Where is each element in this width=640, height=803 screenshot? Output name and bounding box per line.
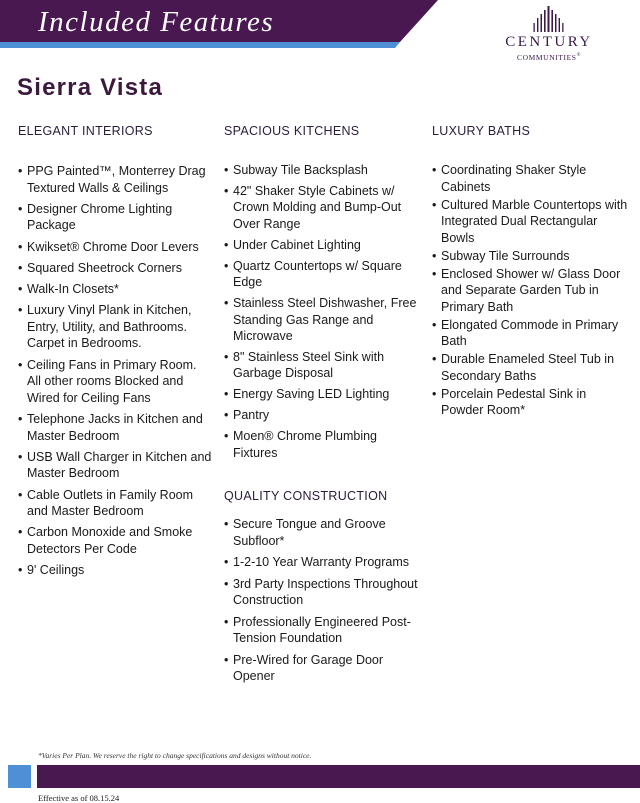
luxury-baths-section <box>432 122 632 420</box>
list-item-text: 8" Stainless Steel Sink with Garbage Disposal <box>233 349 385 381</box>
bullet-icon: • <box>224 258 229 273</box>
list-item-text: Quartz Countertops w/ Square Edge <box>233 258 402 290</box>
feature-list <box>224 516 424 685</box>
list-item <box>18 163 213 196</box>
list-item <box>432 197 632 247</box>
list-item-text: Luxury Vinyl Plank in Kitchen, Entry, Utility, and Bathrooms. Carpet in Bedrooms. <box>27 303 192 351</box>
list-item <box>224 295 424 345</box>
list-item-text: Designer Chrome Lighting Package <box>27 201 173 233</box>
bullet-icon: • <box>18 487 23 502</box>
header-title: Included Features <box>38 6 275 38</box>
list-item-text: Moen® Chrome Plumbing Fixtures <box>233 429 377 460</box>
bullet-icon: • <box>18 201 23 216</box>
section-title: SPACIOUS KITCHENS <box>224 124 360 138</box>
section-title: LUXURY BATHS <box>432 124 531 138</box>
list-item <box>18 239 213 256</box>
bullet-icon: • <box>224 517 229 532</box>
bullet-icon: • <box>432 266 437 281</box>
list-item <box>224 554 424 571</box>
skyline-icon <box>528 4 570 32</box>
list-item-text: 3rd Party Inspections Throughout Construction <box>233 576 418 608</box>
bullet-icon: • <box>432 317 437 332</box>
section-title: QUALITY CONSTRUCTION <box>224 489 388 504</box>
list-item <box>224 349 424 382</box>
list-item-text: Squared Sheetrock Corners <box>27 260 182 275</box>
list-item-text: Coordinating Shaker Style Cabinets <box>441 163 587 194</box>
bullet-icon: • <box>224 296 229 311</box>
bullet-icon: • <box>18 525 23 540</box>
bullet-icon: • <box>18 303 23 318</box>
list-item <box>224 516 424 549</box>
effective-date: Effective as of 08.15.24 <box>38 793 120 803</box>
footer-band <box>37 765 640 788</box>
bullet-icon: • <box>224 237 229 252</box>
list-item-text: 9' Ceilings <box>27 563 85 578</box>
list-item-text: Cultured Marble Countertops with Integrated Dual Rectangular Bowls <box>441 197 628 245</box>
century-communities-logo <box>490 4 608 64</box>
list-item <box>224 162 424 179</box>
bullet-icon: • <box>432 386 437 401</box>
list-item <box>224 576 424 609</box>
list-item <box>432 317 632 350</box>
list-item-text: 42" Shaker Style Cabinets w/ Crown Molding and Bump-Out Over Range <box>233 183 402 231</box>
elegant-interiors-section <box>18 122 213 584</box>
bullet-icon: • <box>224 555 229 570</box>
list-item-text: Ceiling Fans in Primary Room. All other rooms Blocked and Wired for Ceiling Fans <box>27 357 197 405</box>
list-item <box>18 449 213 482</box>
list-item-text: Stainless Steel Dishwasher, Free Standing Gas Range and Microwave <box>233 296 417 344</box>
list-item <box>224 652 424 685</box>
bullet-icon: • <box>18 412 23 427</box>
list-item-text: Energy Saving LED Lighting <box>233 387 390 402</box>
bullet-icon: • <box>18 449 23 464</box>
list-item <box>224 386 424 403</box>
list-item-text: Walk-In Closets* <box>27 282 119 297</box>
list-item <box>224 407 424 424</box>
list-item-text: Kwikset® Chrome Door Levers <box>27 239 199 254</box>
bullet-icon: • <box>432 197 437 212</box>
list-item <box>224 183 424 233</box>
list-item-text: USB Wall Charger in Kitchen and Master Bedroom <box>27 449 212 481</box>
list-item <box>18 524 213 557</box>
list-item-text: Under Cabinet Lighting <box>233 237 361 252</box>
list-item <box>18 260 213 277</box>
list-item <box>224 428 424 461</box>
list-item-text: Cable Outlets in Family Room and Master Bedroom <box>27 487 194 519</box>
bullet-icon: • <box>224 387 229 402</box>
bullet-icon: • <box>224 614 229 629</box>
bullet-icon: • <box>224 349 229 364</box>
list-item-text: 1-2-10 Year Warranty Programs <box>233 555 410 570</box>
list-item-text: Pre-Wired for Garage Door Opener <box>233 652 384 684</box>
bullet-icon: • <box>18 164 23 178</box>
list-item <box>18 201 213 234</box>
list-item <box>18 411 213 444</box>
bullet-icon: • <box>432 352 437 366</box>
list-item <box>432 248 632 265</box>
disclaimer-note: *Varies Per Plan. We reserve the right to change specifications and designs without notice. <box>38 751 312 760</box>
list-item-text: PPG Painted™, Monterrey Drag Textured Walls & Ceilings <box>27 164 206 195</box>
list-item <box>18 357 213 407</box>
bullet-icon: • <box>432 163 437 177</box>
list-item <box>432 386 632 419</box>
list-item-text: Professionally Engineered Post-Tension Foundation <box>233 614 411 646</box>
list-item <box>224 237 424 254</box>
logo-wordmark: CENTURY <box>505 34 593 50</box>
logo-subtitle: COMMUNITIES® <box>517 53 581 62</box>
bullet-icon: • <box>224 576 229 591</box>
list-item <box>18 562 213 579</box>
list-item <box>18 281 213 298</box>
spacious-kitchens-section <box>224 122 424 690</box>
list-item-text: Enclosed Shower w/ Glass Door and Separate Garden Tub in Primary Bath <box>441 266 621 314</box>
list-item <box>224 258 424 291</box>
list-item-text: Secure Tongue and Groove Subfloor* <box>233 517 386 548</box>
list-item <box>18 487 213 520</box>
list-item-text: Telephone Jacks in Kitchen and Master Bedroom <box>27 412 203 443</box>
footer-accent-square <box>8 765 31 788</box>
feature-list <box>432 162 632 419</box>
list-item-text: Subway Tile Backsplash <box>233 163 368 177</box>
list-item-text: Pantry <box>233 408 270 423</box>
bullet-icon: • <box>18 260 23 275</box>
list-item <box>224 614 424 647</box>
bullet-icon: • <box>224 652 229 667</box>
bullet-icon: • <box>224 429 229 444</box>
bullet-icon: • <box>224 183 229 198</box>
bullet-icon: • <box>18 282 23 297</box>
bullet-icon: • <box>224 163 229 177</box>
bullet-icon: • <box>18 357 23 372</box>
feature-list <box>18 163 213 579</box>
bullet-icon: • <box>224 408 229 423</box>
list-item-text: Durable Enameled Steel Tub in Secondary Baths <box>441 352 615 383</box>
community-name: Sierra Vista <box>17 74 164 101</box>
bullet-icon: • <box>18 563 23 578</box>
header-banner <box>0 0 440 48</box>
bullet-icon: • <box>432 248 437 263</box>
section-title: ELEGANT INTERIORS <box>18 124 153 138</box>
bullet-icon: • <box>18 239 23 254</box>
list-item-text: Subway Tile Surrounds <box>441 248 570 263</box>
list-item <box>432 266 632 316</box>
list-item-text: Porcelain Pedestal Sink in Powder Room* <box>441 386 587 417</box>
list-item-text: Elongated Commode in Primary Bath <box>441 317 619 348</box>
list-item-text: Carbon Monoxide and Smoke Detectors Per Code <box>27 525 193 556</box>
list-item <box>432 351 632 384</box>
list-item <box>432 162 632 195</box>
list-item <box>18 302 213 352</box>
feature-list <box>224 162 424 461</box>
